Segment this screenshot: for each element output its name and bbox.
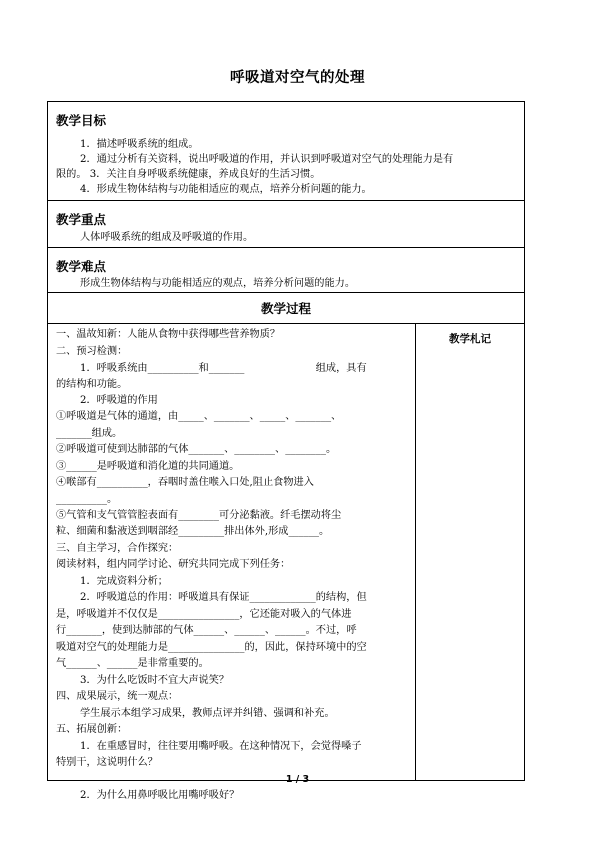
process-line: 3．为什么吃饭时不宜大声说笑？ [80, 675, 230, 686]
process-line: 吸道对空气的处理能力是_______________的，因此，保持环境中的空 [56, 642, 367, 653]
process-line: ③______是呼吸道和消化道的共同通道。 [56, 461, 240, 472]
process-line: ②呼吸道可使到达肺部的气体_______、________、________。 [56, 444, 337, 455]
process-line: ①呼吸道是气体的通道，由_____、_______、_____、_______、 [56, 411, 342, 422]
process-line: 阅读材料，组内同学讨论、研究共同完成下列任务： [56, 559, 291, 570]
process-line: 1．呼吸系统由__________和_______ 组成，具有 [80, 363, 367, 374]
process-line: 五、拓展创新： [56, 724, 128, 735]
process-line: 一、温故知新：人能从食物中获得哪些营养物质？ [56, 329, 281, 340]
process-line: 二、预习检测： [56, 346, 128, 357]
key-points-text: 人体呼吸系统的组成及呼吸道的作用。 [80, 232, 254, 243]
process-line: 特别干，这说明什么？ [56, 757, 158, 768]
process-line: 粒、细菌和黏液送到咽部经_________排出体外,形成______。 [56, 526, 330, 537]
goal-line: 限的。 3．关注自身呼吸系统健康，养成良好的生活习惯。 [56, 169, 321, 180]
process-heading: 教学过程 [260, 301, 311, 316]
page-number: 1 / 3 [285, 774, 310, 785]
process-line: ⑤气管和支气管管腔表面有________可分泌黏液。纤毛摆动将尘 [56, 510, 342, 521]
difficulties-section [48, 247, 524, 293]
process-header-row [48, 292, 524, 324]
difficulties-heading: 教学难点 [56, 259, 107, 274]
process-line: 2．为什么用鼻呼吸比用嘴呼吸好？ [80, 790, 240, 801]
notes-column-divider [415, 324, 416, 780]
process-line: 2．呼吸道总的作用：呼吸道具有保证_____________的结构，但 [80, 592, 367, 603]
key-points-heading: 教学重点 [56, 212, 107, 227]
process-line: __________。 [56, 494, 118, 505]
difficulties-text: 形成生物体结构与功能相适应的观点，培养分析问题的能力。 [80, 278, 356, 289]
notes-heading: 教学札记 [449, 333, 491, 345]
process-line: 行_______，使到达肺部的气体______、______、______。不过，呼 [56, 625, 357, 636]
process-line: 是，呼吸道并不仅仅是________________，它还能对吸入的气体进 [56, 609, 352, 620]
process-line: 三、自主学习，合作探究： [56, 543, 179, 554]
goals-section [48, 102, 524, 200]
goal-line: 4．形成生物体结构与功能相适应的观点，培养分析问题的能力。 [80, 184, 372, 195]
lesson-plan-table [47, 101, 525, 801]
process-line: ④喉部有__________，吞咽时盖住喉入口处,阻止食物进入 [56, 477, 314, 488]
document-title: 呼吸道对空气的处理 [230, 69, 365, 86]
process-line: 气______、______是非常重要的。 [56, 658, 209, 669]
process-line: 1．在重感冒时，往往要用嘴呼吸。在这种情况下，会觉得嗓子 [80, 741, 362, 752]
process-line: 1．完成资料分析； [80, 576, 168, 587]
goal-line: 2．通过分析有关资料，说出呼吸道的作用，并认识到呼吸道对空气的处理能力是有 [80, 154, 454, 165]
goal-line: 1．描述呼吸系统的组成。 [80, 139, 199, 150]
process-line: _______组成。 [56, 428, 123, 439]
process-line: 的结构和功能。 [56, 379, 128, 390]
process-body [48, 323, 524, 801]
goals-heading: 教学目标 [56, 113, 107, 128]
process-line: 2．呼吸道的作用 [80, 395, 158, 406]
key-points-section [48, 200, 524, 248]
process-line: 学生展示本组学习成果，教师点评并纠错、强调和补充。 [80, 708, 335, 719]
process-line: 四、成果展示，统一观点： [56, 691, 179, 702]
